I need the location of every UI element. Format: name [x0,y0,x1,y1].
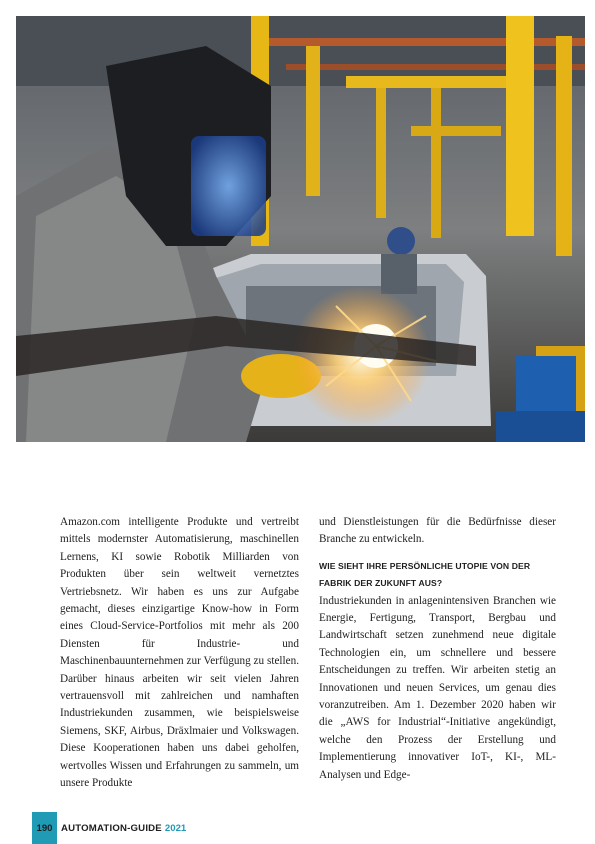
article-paragraph: Amazon.com intelligente Produkte und vertreibt mittels modernster Automatisierung, maschinellen Lernens, KI sowie Robotik Milliarden von Produkten über sein weltweit vernetztes Vertriebsnetz. Wir haben es uns zur Aufgabe gemacht, dieses einzigartige Know-how in Form eines Cloud-Service-Portfolios mit mehr als 200 Diensten für Industrie- und Maschinenbauunternehmen zur Verfügung zu stellen. Darüber hinaus arbeiten wir seit vielen Jahren vertrauensvoll mit zahlreichen und namhaften Industriekunden zusammen, wie beispielsweise Siemens, SKF, Airbus, Dräxlmaier und Volkswagen. Diese Kooperationen haben uns dabei geholfen, wertvolles Wissen und Erfahrungen zu sammeln, um unsere Produkte [60,516,299,790]
page-number: 190 [32,812,57,844]
factory-welding-illustration [16,16,585,442]
publication-year: 2021 [164,822,187,834]
article-right-column [319,514,556,784]
article-paragraph-continued: und Dienstleistungen für die Bedürfnisse dieser Branche zu entwickeln. [319,516,556,546]
page-footer [32,812,186,844]
article-left-column [60,514,299,793]
publication-name: AUTOMATION-GUIDE [61,822,162,834]
interview-question-heading: WIE SIEHT IHRE PERSÖNLICHE UTOPIE VON DER FABRIK DER ZUKUNFT AUS? [319,560,531,589]
hero-photo [16,16,585,442]
interview-answer: Industriekunden in anlagenintensiven Branchen wie Energie, Fertigung, Transport, Bergbau und Landwirtschaft setzen zunehmend neue digitale Technologien ein, um schnellere und bessere Entscheidungen zu treffen. Wir arbeiten stetig an Innovationen und neuen Services, um genau dies voranzutreiben. Am 1. Dezember 2020 haben wir die „AWS for Industrial“-Initiative angekündigt, welche den Prozess der Erstellung und Implementierung innovativer IoT-, KI-, ML-Analysen und Edge- [319,594,556,781]
